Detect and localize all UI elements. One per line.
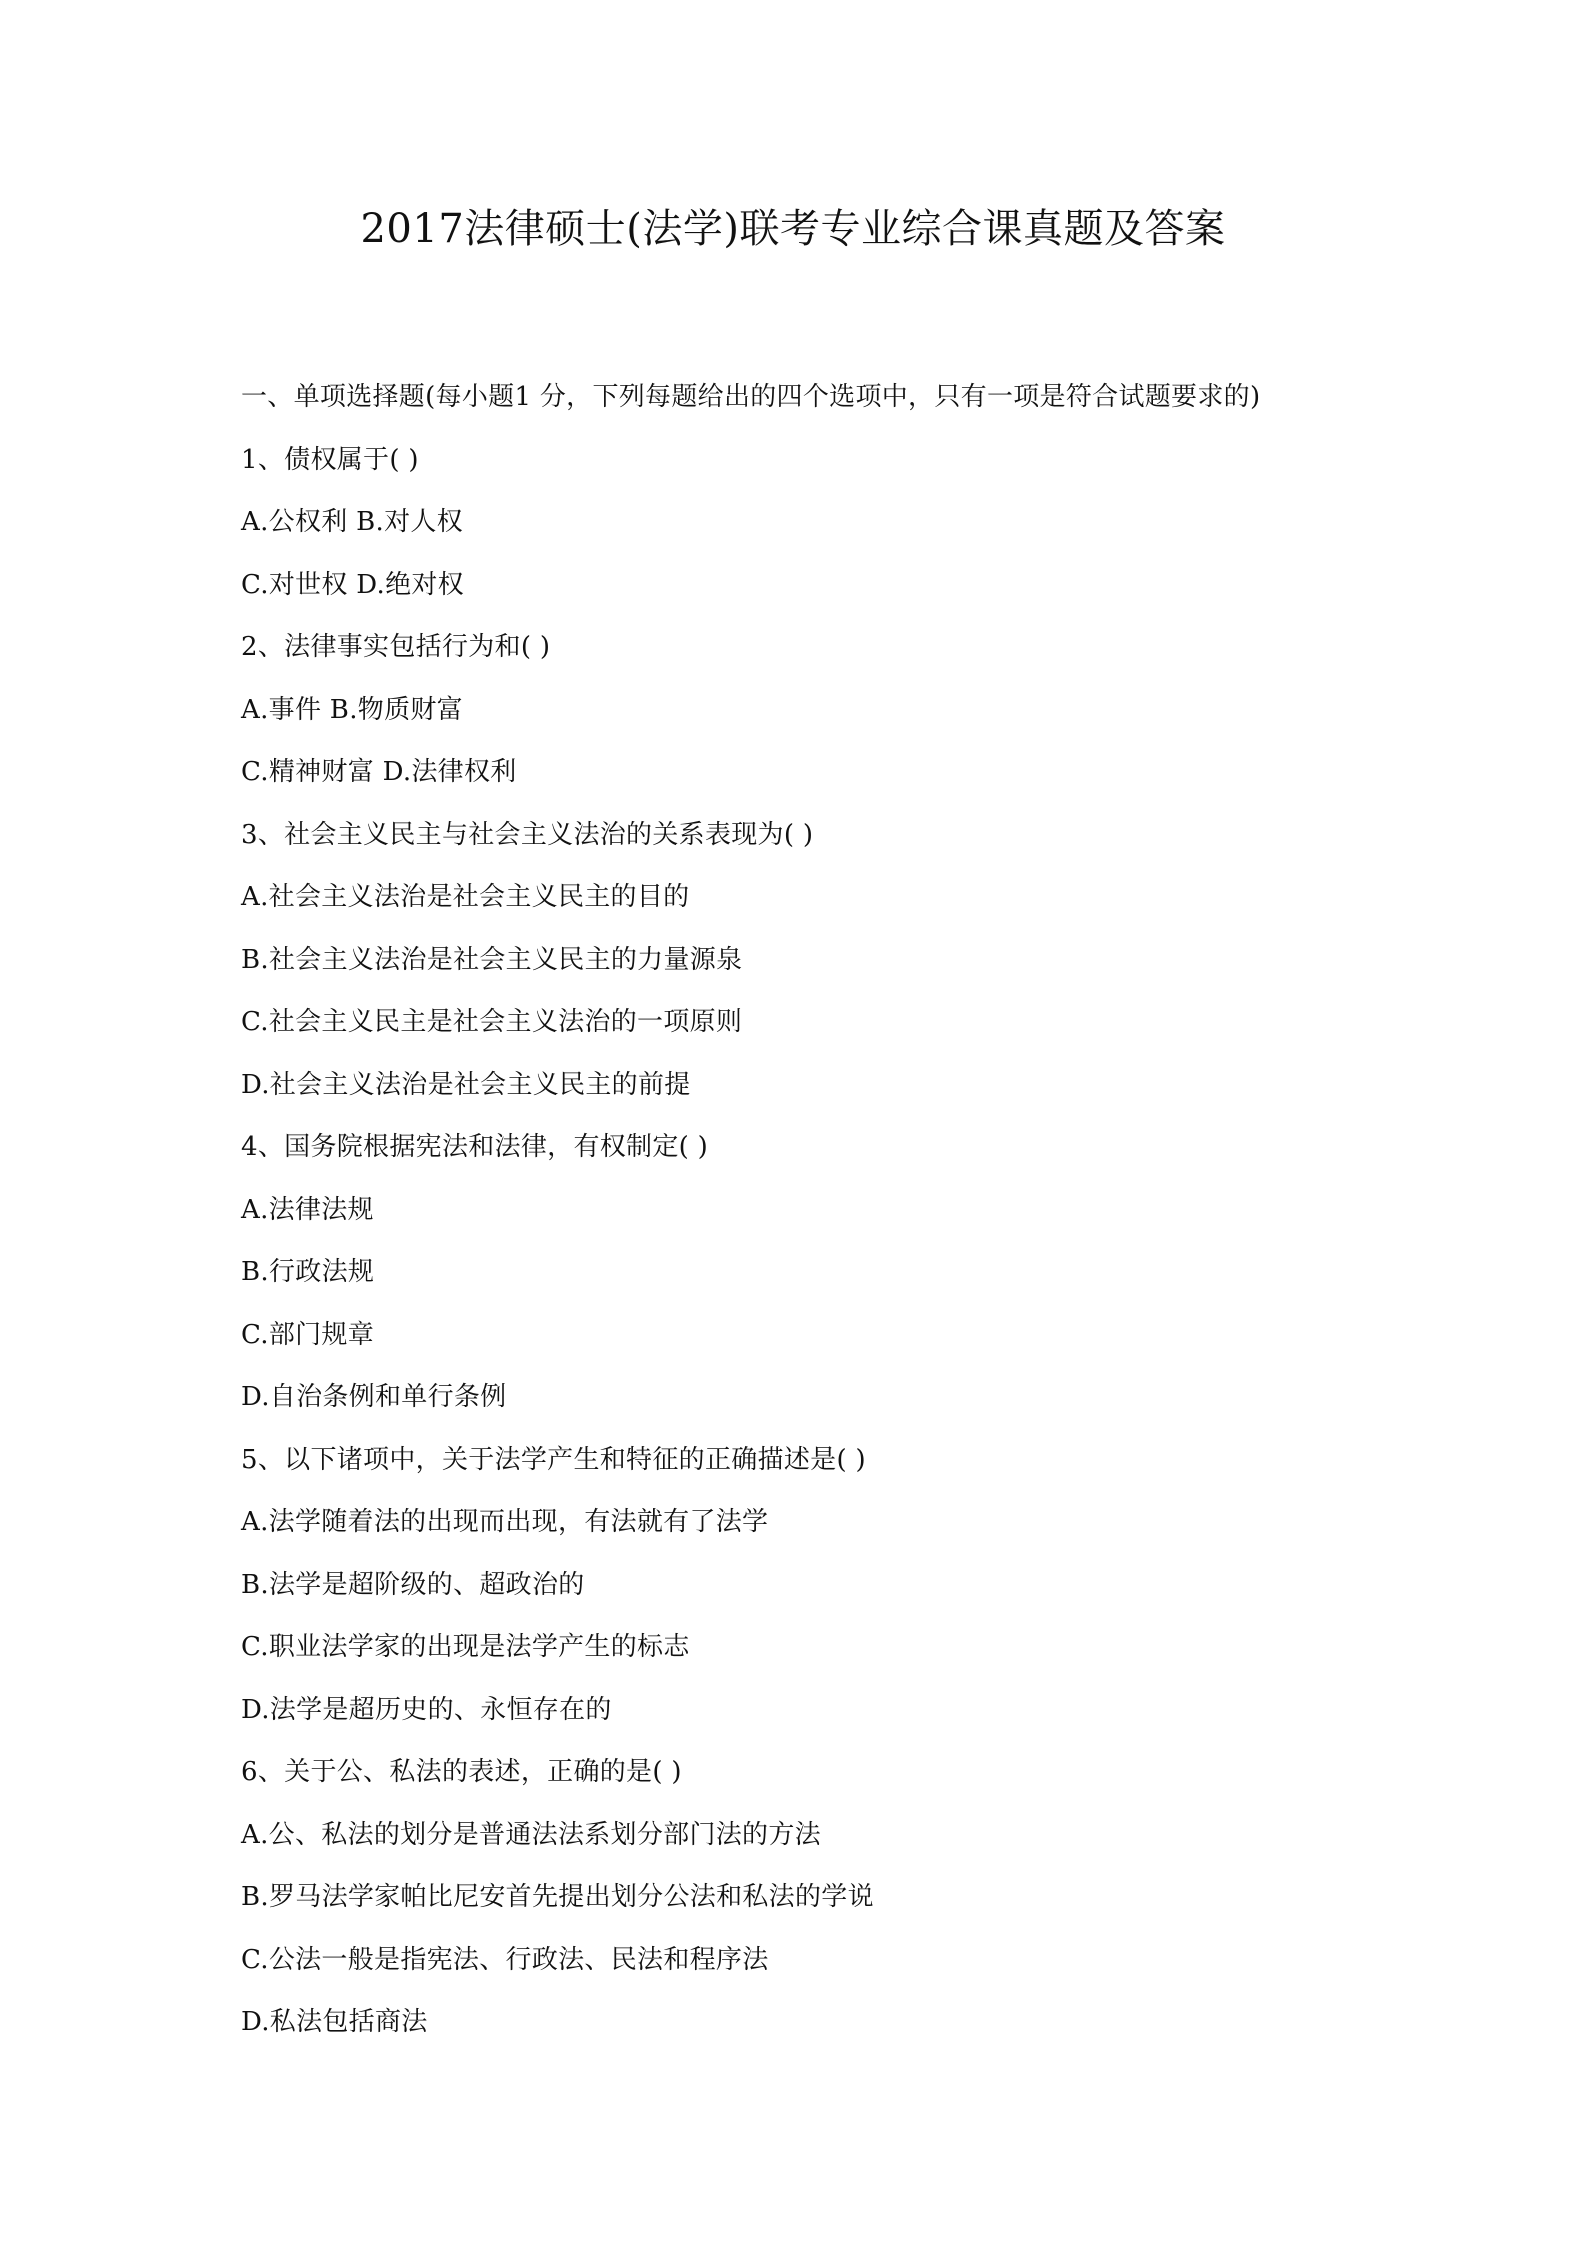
section-heading: 一、单项选择题(每小题1 分，下列每题给出的四个选项中，只有一项是符合试题要求的)	[241, 382, 1261, 412]
question-stem: 5、以下诸项中，关于法学产生和特征的正确描述是( )	[241, 1444, 866, 1475]
answer-option: A.社会主义法治是社会主义民主的目的	[241, 882, 690, 912]
answer-option: B.社会主义法治是社会主义民主的力量源泉	[241, 944, 743, 975]
answer-option: C.社会主义民主是社会主义法治的一项原则	[241, 1007, 743, 1037]
answer-option: D.私法包括商法	[241, 2007, 428, 2037]
answer-option: B.法学是超阶级的、超政治的	[241, 1569, 585, 1600]
answer-option: C.公法一般是指宪法、行政法、民法和程序法	[241, 1944, 769, 1975]
answer-options-line: A.公权利 B.对人权	[241, 507, 463, 537]
answer-option: C.部门规章	[241, 1319, 375, 1350]
answer-option: A.法学随着法的出现而出现，有法就有了法学	[241, 1507, 769, 1537]
answer-option: C.职业法学家的出现是法学产生的标志	[241, 1632, 690, 1662]
answer-options-line: C.对世权 D.绝对权	[241, 569, 464, 600]
answer-option: D.法学是超历史的、永恒存在的	[241, 1694, 612, 1725]
answer-option: B.行政法规	[241, 1257, 375, 1287]
answer-option: A.公、私法的划分是普通法法系划分部门法的方法	[241, 1819, 821, 1850]
question-stem: 4、国务院根据宪法和法律，有权制定( )	[241, 1132, 709, 1162]
answer-options-line: A.事件 B.物质财富	[241, 694, 463, 725]
document-body	[241, 366, 1421, 2054]
question-stem: 2、法律事实包括行为和( )	[241, 632, 551, 662]
answer-option: D.自治条例和单行条例	[241, 1382, 507, 1412]
question-stem: 1、债权属于( )	[241, 444, 419, 475]
document-title: 2017法律硕士(法学)联考专业综合课真题及答案	[360, 206, 1226, 252]
answer-options-line: C.精神财富 D.法律权利	[241, 757, 517, 787]
answer-option: A.法律法规	[241, 1194, 374, 1225]
question-stem: 3、社会主义民主与社会主义法治的关系表现为( )	[241, 819, 814, 850]
answer-option: B.罗马法学家帕比尼安首先提出划分公法和私法的学说	[241, 1882, 874, 1912]
question-stem: 6、关于公、私法的表述，正确的是( )	[241, 1757, 682, 1787]
answer-option: D.社会主义法治是社会主义民主的前提	[241, 1069, 691, 1100]
